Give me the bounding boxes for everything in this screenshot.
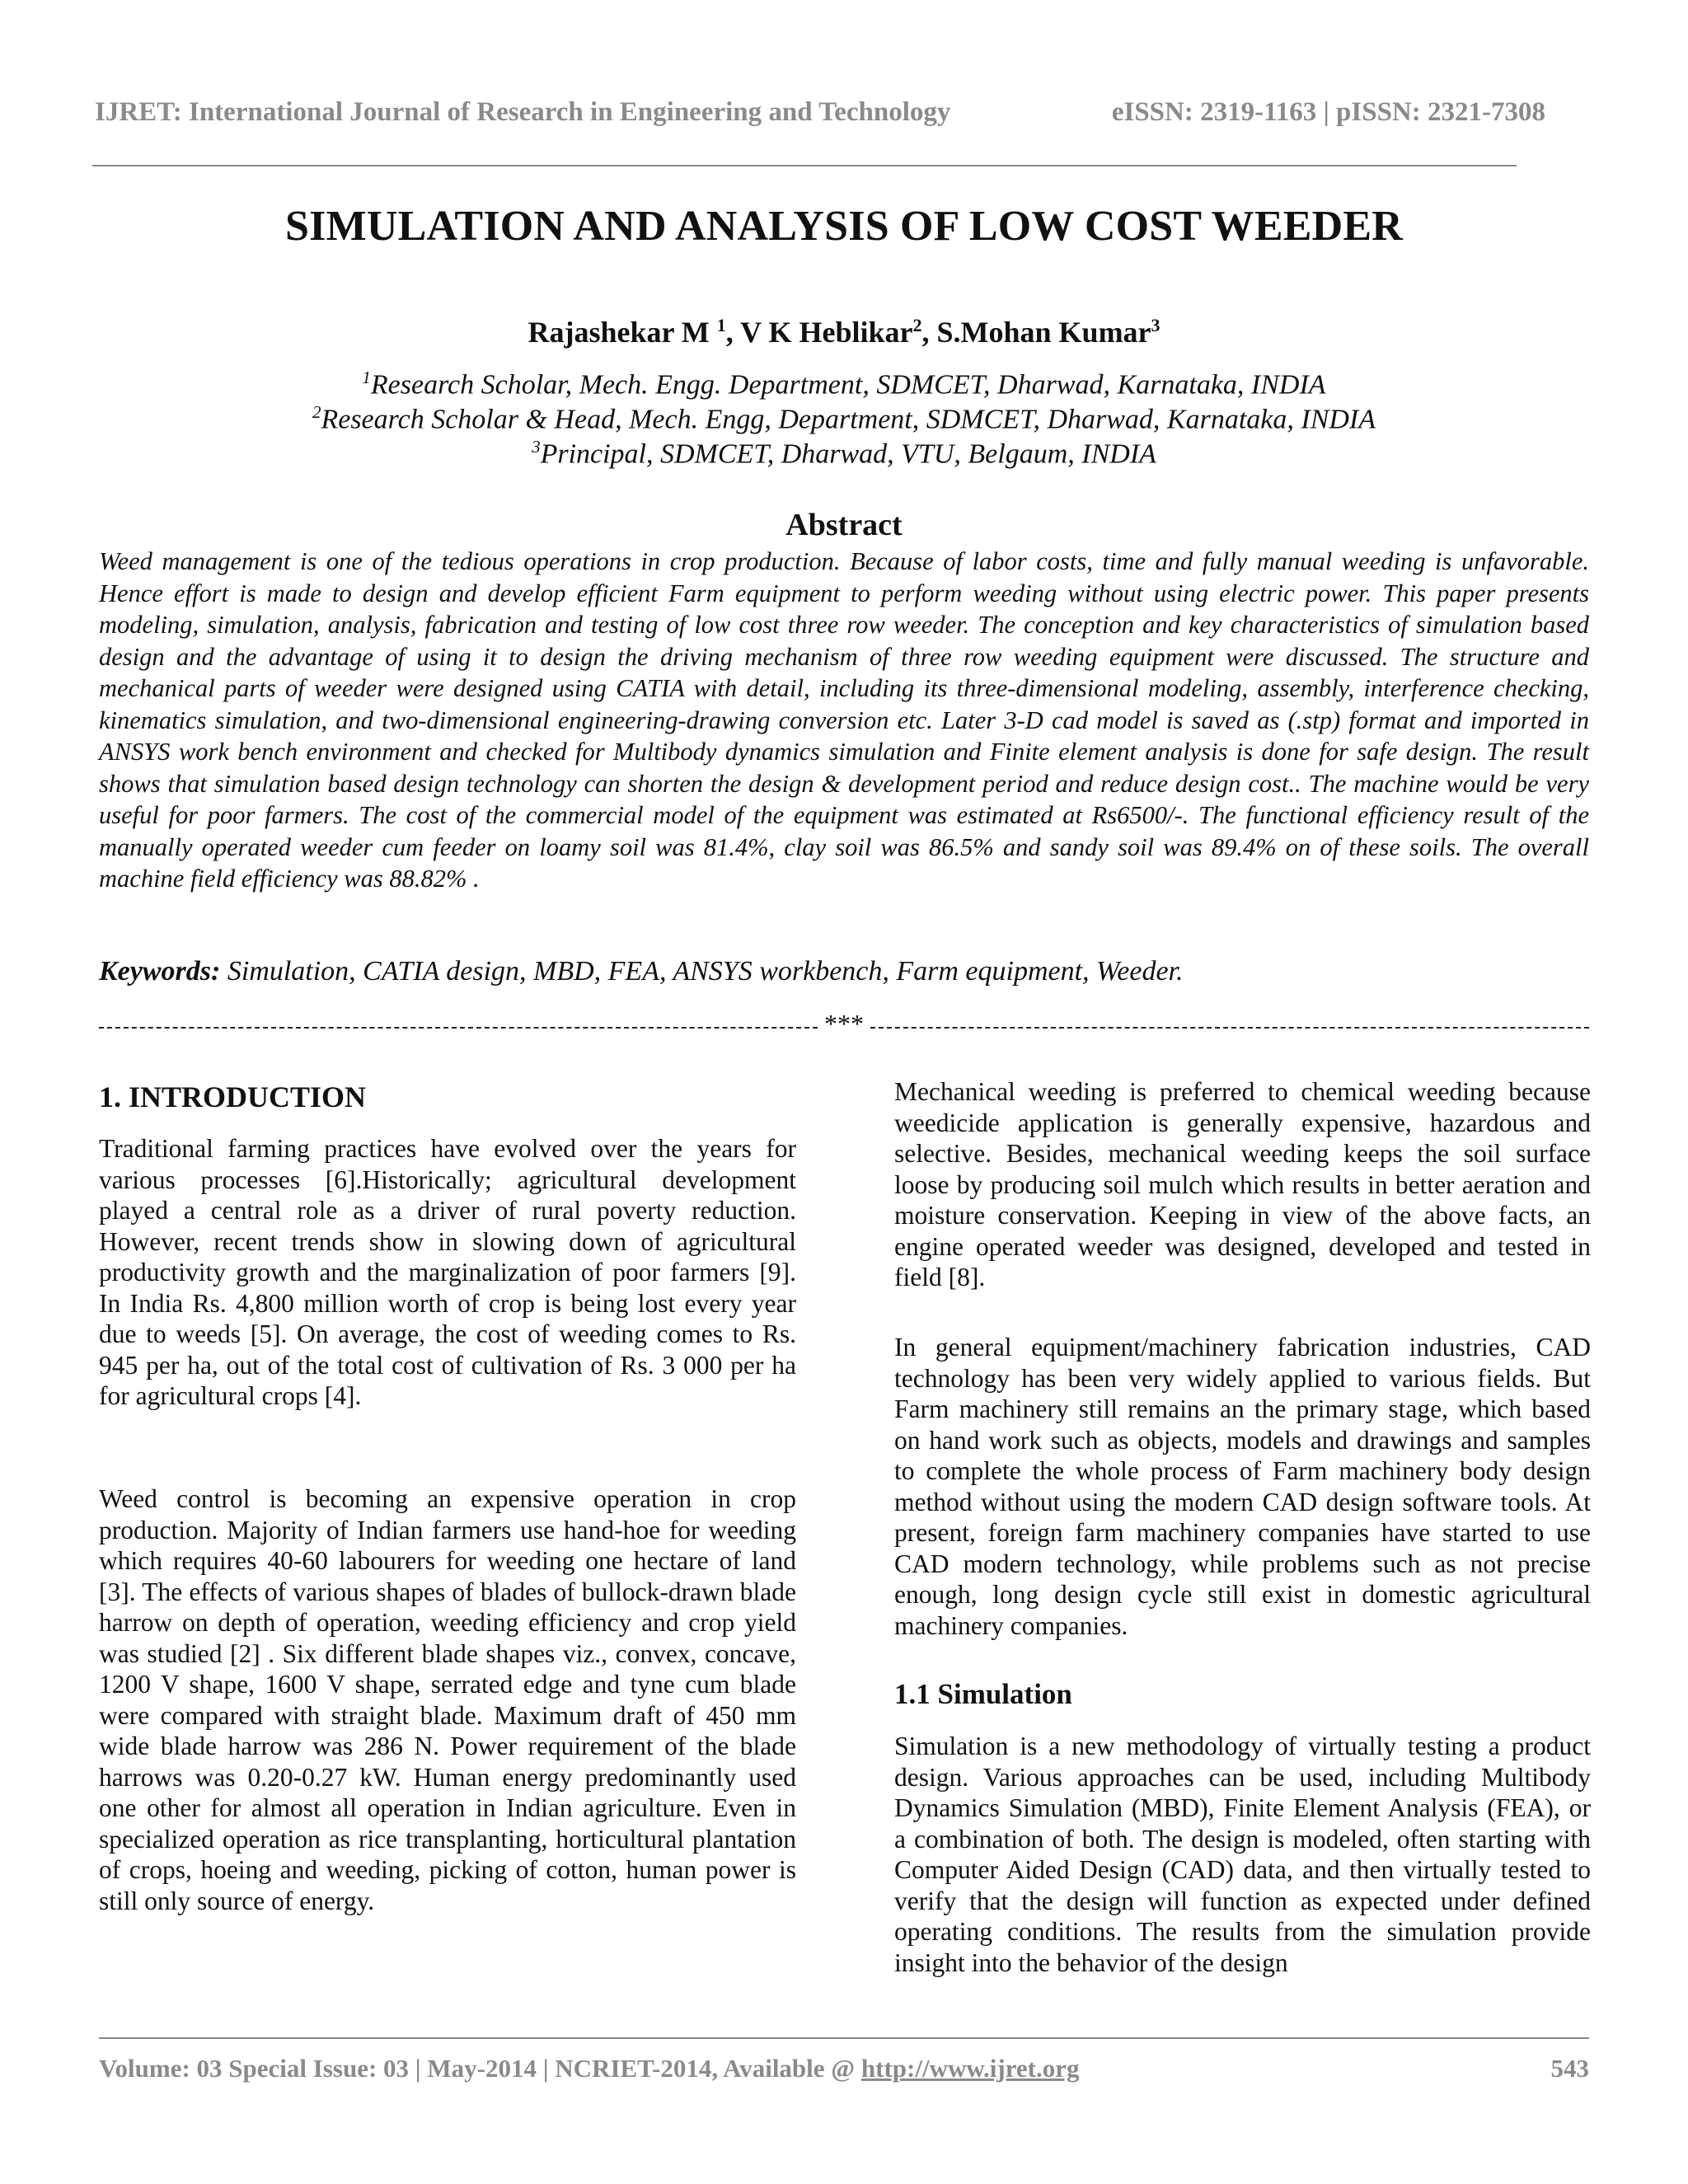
paper-title: SIMULATION AND ANALYSIS OF LOW COST WEEDER xyxy=(285,203,1403,250)
page-number: 543 xyxy=(1550,2054,1589,2083)
section-separator xyxy=(99,1009,1589,1042)
section-heading-introduction: 1. INTRODUCTION xyxy=(99,1080,367,1113)
footer-divider xyxy=(99,2037,1589,2039)
author-line xyxy=(0,315,1688,349)
intro-paragraph-2: Weed control is becoming an expensive operation in crop production. Majority of Indian farmers use hand-hoe for weeding which requires 40-60 labourers for weeding one hectare of land [3]. The effects of various shapes of blades of bullock-drawn blade harrow on depth of operation, weeding efficiency and crop yield was studied [2] . Six different blade shapes viz., convex, concave, 1200 V shape, 1600 V shape, serrated edge and tyne cum blade were compared with straight blade. Maximum draft of 450 mm wide blade harrow was 286 N. Power requirement of the blade harrows was 0.20-0.27 kW. Human energy predominantly used one other for almost all operation in Indian agriculture. Even in specialized operation as rice transplanting, horticultural plantation of crops, hoeing and weeding, picking of cotton, human power is still only source of energy. xyxy=(99,1484,796,1915)
issn-info: eISSN: 2319-1163 | pISSN: 2321-7308 xyxy=(1111,97,1545,127)
affil-text: Research Scholar, Mech. Engg. Department, SDMCET, Dharwad, Karnataka, INDIA xyxy=(370,369,1326,401)
keywords-list: Simulation, CATIA design, MBD, FEA, ANSYS workbench, Farm equipment, Weeder. xyxy=(220,956,1184,987)
right-paragraph-2: In general equipment/machinery fabrication industries, CAD technology has been very widely applied to various fields. But Farm machinery still remains an the primary stage, which based on hand work such as objects, models and drawings and samples to complete the whole process of Farm machinery body design method without using the modern CAD design software tools. At present, foreign farm machinery companies have started to use CAD modern technology, while problems such as not precise enough, long design cycle still exist in domestic agricultural machinery companies. xyxy=(894,1333,1591,1640)
right-paragraph-1: Mechanical weeding is preferred to chemical weeding because weedicide application is generally expensive, hazardous and selective. Besides, mechanical weeding keeps the soil surface loose by producing soil mulch which results in better aeration and moisture conservation. Keeping in view of the above facts, an engine operated weeder was designed, developed and tested in field [8]. xyxy=(894,1077,1591,1291)
affil-mark: 2 xyxy=(312,402,321,422)
affiliation-2 xyxy=(0,402,1688,435)
journal-name: IJRET: International Journal of Research in Engineering and Technology xyxy=(95,97,951,127)
author-name: Rajashekar M xyxy=(528,316,717,349)
abstract-body: Weed management is one of the tedious operations in crop production. Because of labor costs, time and fully manual weeding is unfavorable. Hence effort is made to design and develop efficient Farm equipment to perform weeding without using electric power. This paper presents modeling, simulation, analysis, fabrication and testing of low cost three row weeder. The conception and key characteristics of simulation based design and the advantage of using it to design the driving mechanism of three row weeding equipment were discussed. The structure and mechanical parts of weeder were designed using CATIA with detail, including its three-dimensional modeling, assembly, interference checking, kinematics simulation, and two-dimensional engineering-drawing conversion etc. Later 3-D cad model is saved as (.stp) format and imported in ANSYS work bench environment and checked for Multibody dynamics simulation and Finite element analysis is done for safe design. The result shows that simulation based design technology can shorten the design & development period and reduce design cost.. The machine would be very useful for poor farmers. The cost of the commercial model of the equipment was estimated at Rs6500/-. The functional efficiency result of the manually operated weeder cum feeder on loamy soil was 81.4%, clay soil was 86.5% and sandy soil was 89.4% on of these soils. The overall machine field efficiency was 88.82% . xyxy=(99,547,1589,893)
separator-stars: *** xyxy=(824,1009,864,1038)
page-footer xyxy=(99,2054,1589,2083)
affil-text: Research Scholar & Head, Mech. Engg, Department, SDMCET, Dharwad, Karnataka, INDIA xyxy=(321,404,1376,435)
journal-link[interactable]: http://www.ijret.org xyxy=(860,2054,1080,2083)
affil-mark: 3 xyxy=(532,437,541,457)
header-divider xyxy=(92,165,1517,166)
separator-dash-right xyxy=(870,1027,1589,1029)
affil-mark: 1 xyxy=(362,368,371,387)
affiliation-3 xyxy=(0,437,1688,470)
affiliation-1 xyxy=(0,368,1688,401)
running-header xyxy=(95,97,1545,138)
author-name: S.Mohan Kumar xyxy=(936,316,1151,349)
author-affil-mark: 3 xyxy=(1151,315,1160,335)
simulation-paragraph: Simulation is a new methodology of virtually testing a product design. Various approaches can be used, including Multibody Dynamics Simulation (MBD), Finite Element Analysis (FEA), or a combination of both. The design is modeled, often starting with Computer Aided Design (CAD) data, and then virtually tested to verify that the design will function as expected under defined operating conditions. The results from the simulation provide insight into the behavior of the design xyxy=(894,1732,1591,1977)
author-name: V K Heblikar xyxy=(740,316,913,349)
keywords-label: Keywords: xyxy=(99,956,221,987)
keywords-line xyxy=(99,956,1589,987)
author-affil-mark: 1 xyxy=(716,315,726,335)
author-separator: , xyxy=(725,316,741,349)
footer-citation: Volume: 03 Special Issue: 03 | May-2014 | NCRIET-2014, Available @ xyxy=(99,2054,861,2083)
affil-text: Principal, SDMCET, Dharwad, VTU, Belgaum, INDIA xyxy=(540,438,1156,470)
subsection-heading-simulation: 1.1 Simulation xyxy=(894,1678,1072,1710)
abstract-heading: Abstract xyxy=(785,508,903,542)
author-separator: , xyxy=(921,316,937,349)
intro-paragraph-1: Traditional farming practices have evolved over the years for various processes [6].Historically; agricultural development played a central role as a driver of rural poverty reduction. However, recent trends show in slowing down of agricultural productivity growth and the marginalization of poor farmers [9]. In India Rs. 4,800 million worth of crop is being lost every year due to weeds [5]. On average, the cost of weeding comes to Rs. 945 per ha, out of the total cost of cultivation of Rs. 3 000 per ha for agricultural crops [4]. xyxy=(99,1134,796,1410)
author-affil-mark: 2 xyxy=(912,315,922,335)
